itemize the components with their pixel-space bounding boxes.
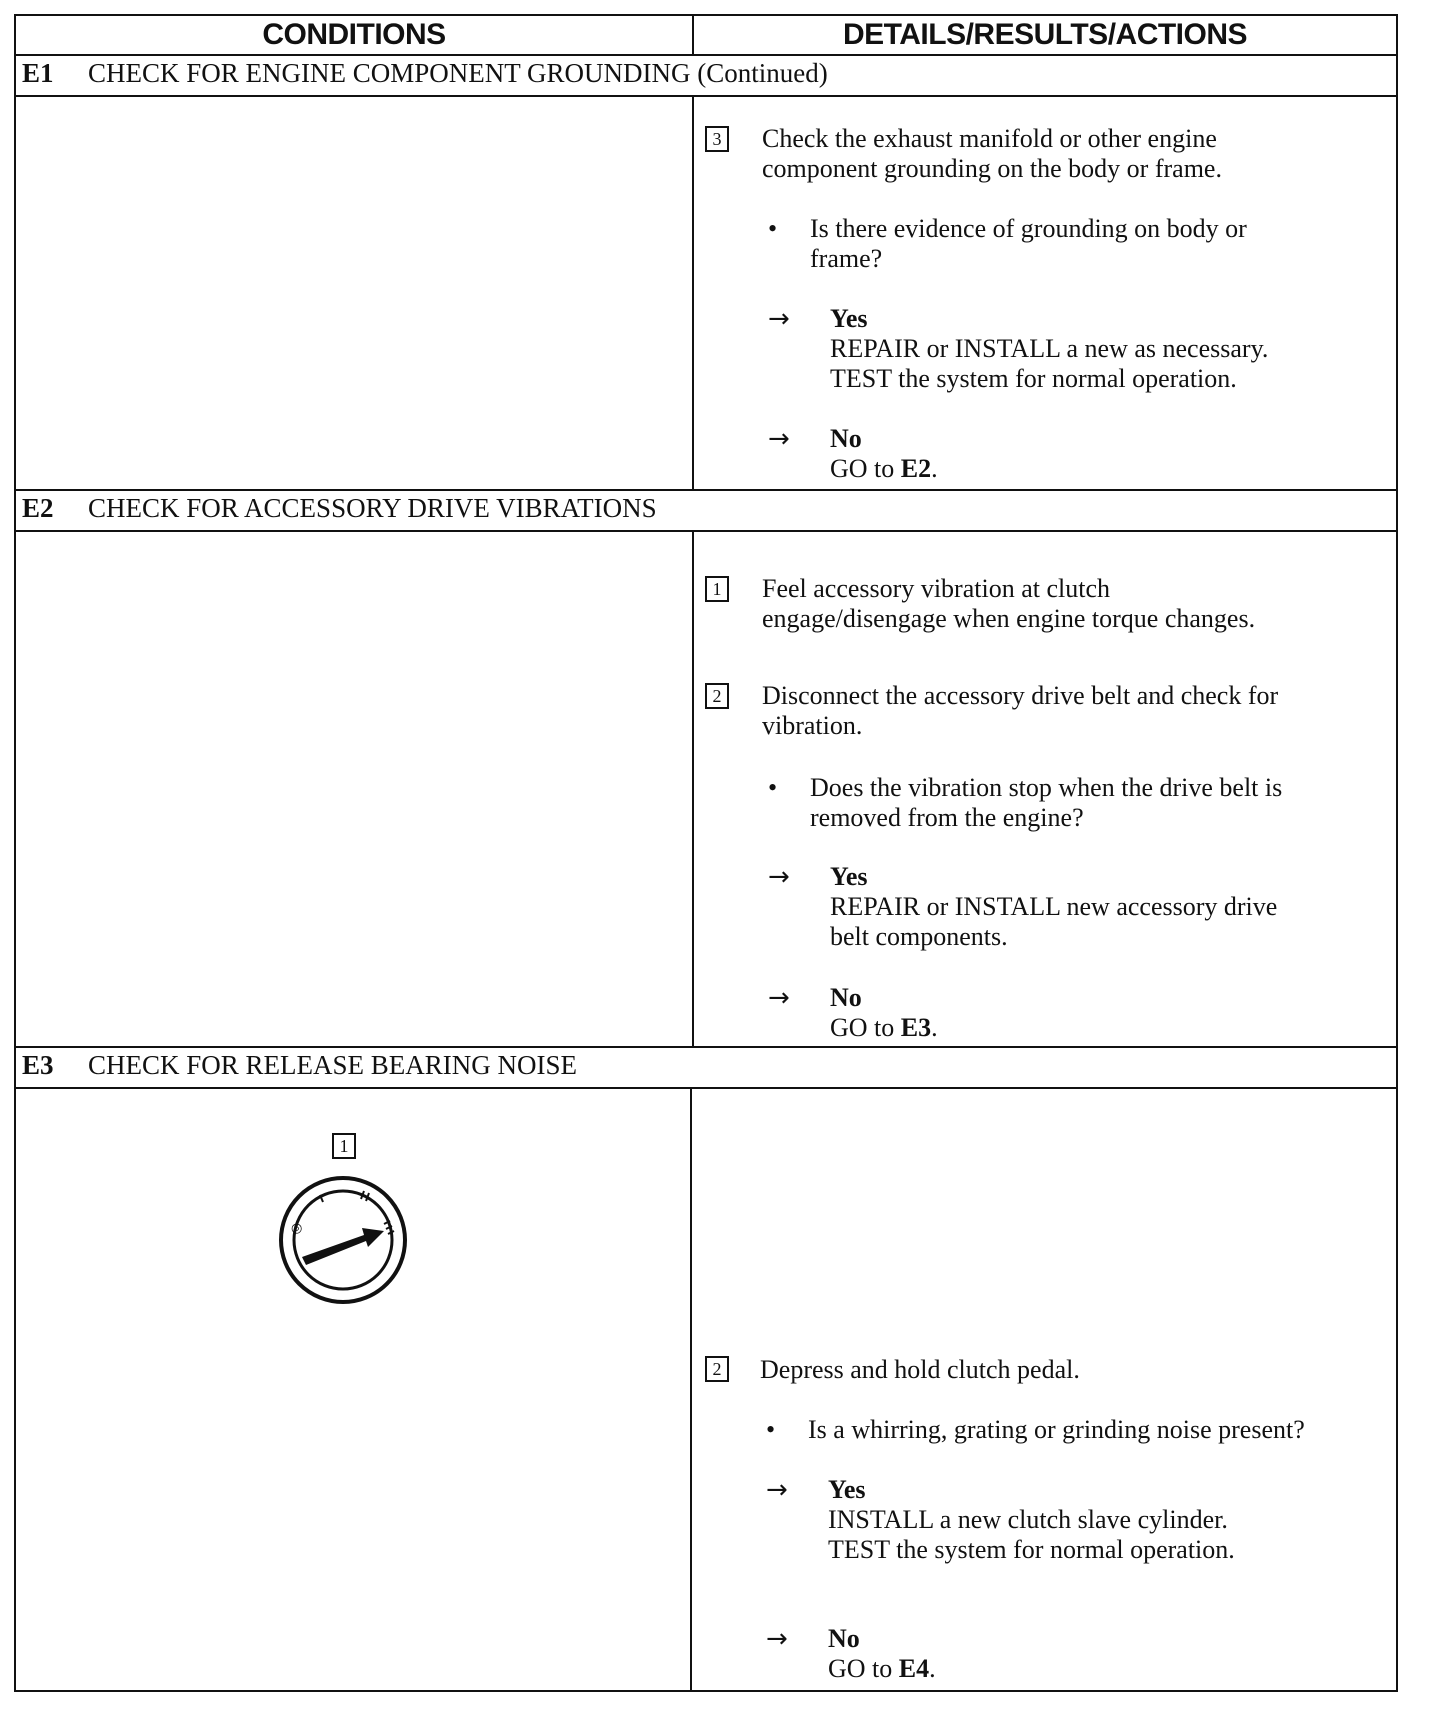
e1-step-3-line1: Check the exhaust manifold or other engine bbox=[762, 124, 1217, 153]
svg-text:◎: ◎ bbox=[291, 1221, 303, 1236]
e2-top-rule bbox=[14, 489, 1398, 491]
e1-code: E1 bbox=[22, 58, 54, 88]
e3-title-rule bbox=[14, 1087, 1398, 1089]
e1-column-divider bbox=[692, 95, 694, 489]
e3-step-2-text: Depress and hold clutch pedal. bbox=[760, 1355, 1080, 1384]
e1-yes-line1: REPAIR or INSTALL a new as necessary. bbox=[830, 334, 1269, 363]
e2-column-divider bbox=[692, 530, 694, 1046]
e1-no-arrow-icon: → bbox=[768, 424, 790, 454]
e1-no-suffix: . bbox=[931, 454, 938, 483]
e2-yes-arrow-icon: → bbox=[768, 862, 790, 892]
e3-yes-block bbox=[828, 1475, 1235, 1565]
e2-no-target[interactable]: E3 bbox=[900, 1013, 932, 1042]
ignition-switch-icon bbox=[278, 1175, 408, 1305]
e2-step-1-line2: engage/disengage when engine torque changes. bbox=[762, 604, 1256, 633]
e2-yes-line2: belt components. bbox=[830, 922, 1008, 951]
e3-no-action bbox=[828, 1654, 936, 1684]
e1-yes-block bbox=[830, 304, 1268, 394]
e2-code: E2 bbox=[22, 493, 54, 523]
e2-section-title bbox=[22, 493, 657, 524]
e2-step-2-line1: Disconnect the accessory drive belt and check for bbox=[762, 681, 1279, 710]
e3-title: CHECK FOR RELEASE BEARING NOISE bbox=[88, 1050, 578, 1080]
e1-no-block bbox=[830, 424, 938, 484]
e2-step-2-box: 2 bbox=[705, 683, 729, 709]
e3-column-divider bbox=[690, 1087, 692, 1692]
e1-yes-line2: TEST the system for normal operation. bbox=[830, 364, 1237, 393]
e2-step-1-text bbox=[762, 574, 1255, 634]
e1-title: CHECK FOR ENGINE COMPONENT GROUNDING (Continued) bbox=[88, 58, 828, 88]
e1-bullet: • bbox=[768, 214, 778, 243]
e1-question-line1: Is there evidence of grounding on body or bbox=[810, 214, 1247, 243]
e2-question-line1: Does the vibration stop when the drive belt is bbox=[810, 773, 1283, 802]
e1-title-rule bbox=[14, 95, 1398, 97]
e2-bullet: • bbox=[768, 773, 778, 802]
e3-no-suffix: . bbox=[929, 1654, 936, 1683]
e3-step-1-box: 1 bbox=[332, 1133, 356, 1159]
e3-no-arrow-icon: → bbox=[766, 1624, 788, 1654]
e1-yes-arrow-icon: → bbox=[768, 304, 790, 334]
e2-no-label: No bbox=[830, 983, 862, 1012]
e3-no-label: No bbox=[828, 1624, 860, 1653]
e1-step-3-text bbox=[762, 124, 1222, 184]
e3-code: E3 bbox=[22, 1050, 54, 1080]
e2-question bbox=[810, 773, 1282, 833]
details-header: DETAILS/RESULTS/ACTIONS bbox=[842, 18, 1248, 51]
e3-yes-arrow-icon: → bbox=[766, 1475, 788, 1505]
e1-step-3-line2: component grounding on the body or frame. bbox=[762, 154, 1222, 183]
e2-title-rule bbox=[14, 530, 1398, 532]
e2-no-action bbox=[830, 1013, 938, 1043]
e2-no-arrow-icon: → bbox=[768, 983, 790, 1013]
e3-question: Is a whirring, grating or grinding noise present? bbox=[808, 1415, 1305, 1444]
e1-section-title bbox=[22, 58, 828, 89]
e3-step-2-box: 2 bbox=[705, 1356, 729, 1382]
e2-question-line2: removed from the engine? bbox=[810, 803, 1084, 832]
e3-yes-label: Yes bbox=[828, 1475, 866, 1504]
e1-no-target[interactable]: E2 bbox=[900, 454, 932, 483]
e3-yes-line2: TEST the system for normal operation. bbox=[828, 1535, 1235, 1564]
e2-no-suffix: . bbox=[931, 1013, 938, 1042]
e1-step-3-box: 3 bbox=[705, 126, 729, 152]
e2-yes-line1: REPAIR or INSTALL new accessory drive bbox=[830, 892, 1278, 921]
e2-step-1-line1: Feel accessory vibration at clutch bbox=[762, 574, 1110, 603]
e3-no-block bbox=[828, 1624, 936, 1684]
e2-step-1-box: 1 bbox=[705, 576, 729, 602]
e2-no-block bbox=[830, 983, 938, 1043]
e3-top-rule bbox=[14, 1046, 1398, 1048]
e1-no-prefix: GO to bbox=[830, 454, 901, 483]
e2-step-2-text bbox=[762, 681, 1278, 741]
e1-no-label: No bbox=[830, 424, 862, 453]
e1-no-action bbox=[830, 454, 938, 484]
e3-no-prefix: GO to bbox=[828, 1654, 899, 1683]
e3-section-title bbox=[22, 1050, 577, 1081]
e2-yes-block bbox=[830, 862, 1277, 952]
e2-step-2-line2: vibration. bbox=[762, 711, 863, 740]
e2-title: CHECK FOR ACCESSORY DRIVE VIBRATIONS bbox=[88, 493, 657, 523]
e3-yes-line1: INSTALL a new clutch slave cylinder. bbox=[828, 1505, 1228, 1534]
e2-no-prefix: GO to bbox=[830, 1013, 901, 1042]
e1-question-line2: frame? bbox=[810, 244, 883, 273]
e3-no-target[interactable]: E4 bbox=[898, 1654, 930, 1683]
e3-bullet: • bbox=[766, 1415, 776, 1444]
e2-yes-label: Yes bbox=[830, 862, 868, 891]
conditions-header: CONDITIONS bbox=[262, 18, 446, 51]
e1-question bbox=[810, 214, 1247, 274]
e1-yes-label: Yes bbox=[830, 304, 868, 333]
